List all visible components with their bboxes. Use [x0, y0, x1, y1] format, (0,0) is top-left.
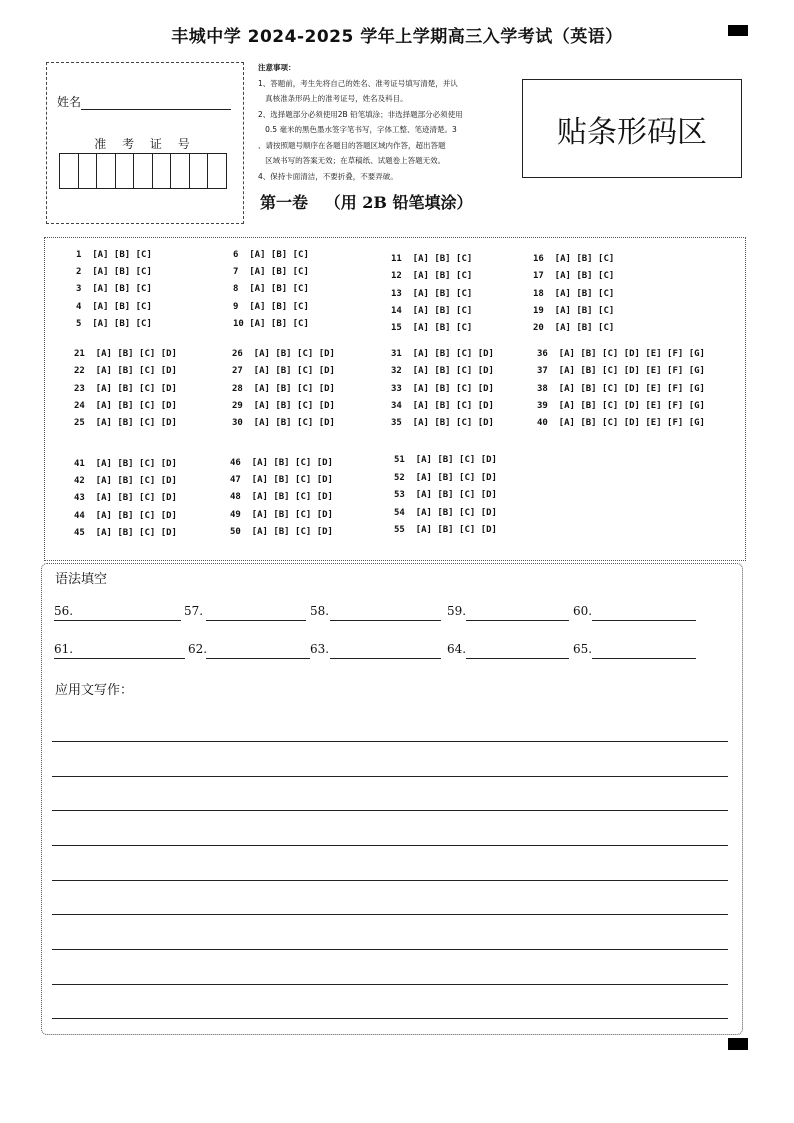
mc-row[interactable]: 4 [A] [B] [C]	[76, 302, 152, 312]
blank-number: 56.	[54, 604, 74, 618]
mc-row[interactable]: 28 [A] [B] [C] [D]	[232, 384, 335, 394]
exam-id-box[interactable]	[116, 154, 135, 188]
mc-row[interactable]: 44 [A] [B] [C] [D]	[74, 511, 177, 521]
exam-id-box[interactable]	[208, 154, 226, 188]
mc-row[interactable]: 1 [A] [B] [C]	[76, 250, 152, 260]
mc-row[interactable]: 24 [A] [B] [C] [D]	[74, 401, 177, 411]
alignment-mark-bottom	[728, 1038, 748, 1050]
mc-row[interactable]: 55 [A] [B] [C] [D]	[394, 525, 497, 535]
mc-row[interactable]: 46 [A] [B] [C] [D]	[230, 458, 333, 468]
mc-row[interactable]: 2 [A] [B] [C]	[76, 267, 152, 277]
mc-row[interactable]: 49 [A] [B] [C] [D]	[230, 510, 333, 520]
notice-line: 真核准条形码上的准考证号，姓名及科目。	[258, 94, 408, 103]
mc-row[interactable]: 50 [A] [B] [C] [D]	[230, 527, 333, 537]
notice-line: 4、保持卡面清洁，不要折叠，不要弄破。	[258, 171, 398, 181]
mc-row[interactable]: 30 [A] [B] [C] [D]	[232, 418, 335, 428]
mc-row[interactable]: 19 [A] [B] [C]	[533, 306, 615, 316]
mc-row[interactable]: 47 [A] [B] [C] [D]	[230, 475, 333, 485]
mc-row[interactable]: 29 [A] [B] [C] [D]	[232, 401, 335, 411]
mc-row[interactable]: 17 [A] [B] [C]	[533, 271, 615, 281]
blank-line[interactable]	[330, 658, 441, 659]
blank-62[interactable]	[188, 642, 207, 656]
mc-row[interactable]: 13 [A] [B] [C]	[391, 289, 473, 299]
mc-row[interactable]: 15 [A] [B] [C]	[391, 323, 473, 333]
mc-row[interactable]: 42 [A] [B] [C] [D]	[74, 476, 177, 486]
mc-row[interactable]: 6 [A] [B] [C]	[233, 250, 309, 260]
mc-row[interactable]: 36 [A] [B] [C] [D] [E] [F] [G]	[537, 349, 705, 359]
blank-number: 60.	[573, 604, 593, 618]
blank-61[interactable]	[54, 642, 73, 656]
alignment-mark-top	[728, 25, 748, 36]
writing-line[interactable]	[52, 776, 728, 777]
name-row	[57, 93, 231, 110]
mc-row[interactable]: 53 [A] [B] [C] [D]	[394, 490, 497, 500]
mc-row[interactable]: 26 [A] [B] [C] [D]	[232, 349, 335, 359]
exam-id-box[interactable]	[171, 154, 190, 188]
mc-row[interactable]: 43 [A] [B] [C] [D]	[74, 493, 177, 503]
notice-line: 、请按照题号顺序在各题目的答题区域内作答，超出答题	[258, 140, 446, 150]
multiple-choice-area	[44, 237, 746, 561]
exam-id-grid[interactable]	[59, 153, 227, 189]
mc-row[interactable]: 10 [A] [B] [C]	[233, 319, 309, 329]
mc-row[interactable]: 35 [A] [B] [C] [D]	[391, 418, 494, 428]
notice-title: 注意事项：	[258, 63, 296, 72]
mc-row[interactable]: 45 [A] [B] [C] [D]	[74, 528, 177, 538]
blank-line[interactable]	[330, 620, 441, 621]
barcode-label: 贴条形码区	[557, 114, 707, 150]
mc-row[interactable]: 27 [A] [B] [C] [D]	[232, 366, 335, 376]
blank-58[interactable]	[310, 604, 329, 618]
blank-63[interactable]	[310, 642, 329, 656]
exam-id-label: 准 考 证 号	[94, 137, 196, 151]
blank-57[interactable]	[184, 604, 203, 618]
writing-line[interactable]	[52, 914, 728, 915]
mc-row[interactable]: 51 [A] [B] [C] [D]	[394, 455, 497, 465]
blank-60[interactable]	[573, 604, 592, 618]
blank-line[interactable]	[592, 658, 696, 659]
writing-line[interactable]	[52, 845, 728, 846]
barcode-area	[522, 79, 742, 178]
writing-line[interactable]	[52, 1018, 728, 1019]
blank-number: 58.	[310, 604, 330, 618]
mc-row[interactable]: 21 [A] [B] [C] [D]	[74, 349, 177, 359]
blank-64[interactable]	[447, 642, 466, 656]
exam-id-box[interactable]	[134, 154, 153, 188]
name-field[interactable]	[81, 95, 231, 110]
blank-line[interactable]	[54, 620, 181, 621]
mc-row[interactable]: 18 [A] [B] [C]	[533, 289, 615, 299]
mc-row[interactable]: 22 [A] [B] [C] [D]	[74, 366, 177, 376]
notice-line: 区域书写的答案无效；在草稿纸、试题卷上答题无效。	[258, 156, 446, 165]
blank-line[interactable]	[54, 658, 185, 659]
blank-line[interactable]	[466, 658, 569, 659]
writing-line[interactable]	[52, 984, 728, 985]
writing-line[interactable]	[52, 880, 728, 881]
blank-number: 63.	[310, 642, 330, 656]
notice-line: 2、选择题部分必须使用2B 铅笔填涂；非选择题部分必须使用	[258, 109, 463, 119]
blank-65[interactable]	[573, 642, 592, 656]
blank-number: 62.	[188, 642, 208, 656]
mc-row[interactable]: 52 [A] [B] [C] [D]	[394, 473, 497, 483]
mc-row[interactable]: 38 [A] [B] [C] [D] [E] [F] [G]	[537, 384, 705, 394]
exam-id-box[interactable]	[79, 154, 98, 188]
name-label: 姓名	[57, 95, 82, 109]
mc-row[interactable]: 7 [A] [B] [C]	[233, 267, 309, 277]
blank-line[interactable]	[592, 620, 696, 621]
mc-row[interactable]: 9 [A] [B] [C]	[233, 302, 309, 312]
student-info-box	[46, 62, 244, 224]
notice-block	[258, 60, 498, 184]
mc-row[interactable]: 31 [A] [B] [C] [D]	[391, 349, 494, 359]
writing-line[interactable]	[52, 810, 728, 811]
blank-number: 59.	[447, 604, 467, 618]
blank-number: 57.	[184, 604, 204, 618]
mc-row[interactable]: 41 [A] [B] [C] [D]	[74, 459, 177, 469]
mc-row[interactable]: 12 [A] [B] [C]	[391, 271, 473, 281]
blank-56[interactable]	[54, 604, 73, 618]
mc-row[interactable]: 20 [A] [B] [C]	[533, 323, 615, 333]
mc-row[interactable]: 33 [A] [B] [C] [D]	[391, 384, 494, 394]
answer-area	[41, 563, 743, 1035]
mc-row[interactable]: 5 [A] [B] [C]	[76, 319, 152, 329]
section1-title: 第一卷 （用 2B 铅笔填涂）	[260, 193, 473, 212]
grammar-label: 语法填空	[55, 572, 108, 587]
mc-row[interactable]: 14 [A] [B] [C]	[391, 306, 473, 316]
blank-line[interactable]	[206, 658, 310, 659]
blank-59[interactable]	[447, 604, 466, 618]
mc-row[interactable]: 39 [A] [B] [C] [D] [E] [F] [G]	[537, 401, 705, 411]
exam-id-box[interactable]	[60, 154, 79, 188]
mc-row[interactable]: 32 [A] [B] [C] [D]	[391, 366, 494, 376]
mc-row[interactable]: 11 [A] [B] [C]	[391, 254, 473, 264]
exam-id-box[interactable]	[153, 154, 172, 188]
writing-line[interactable]	[52, 949, 728, 950]
mc-row[interactable]: 48 [A] [B] [C] [D]	[230, 492, 333, 502]
blank-number: 65.	[573, 642, 593, 656]
exam-id-box[interactable]	[97, 154, 116, 188]
mc-row[interactable]: 8 [A] [B] [C]	[233, 284, 309, 294]
blank-line[interactable]	[206, 620, 306, 621]
mc-row[interactable]: 34 [A] [B] [C] [D]	[391, 401, 494, 411]
writing-line[interactable]	[52, 741, 728, 742]
exam-id-box[interactable]	[190, 154, 209, 188]
mc-row[interactable]: 37 [A] [B] [C] [D] [E] [F] [G]	[537, 366, 705, 376]
blank-line[interactable]	[466, 620, 569, 621]
mc-row[interactable]: 3 [A] [B] [C]	[76, 284, 152, 294]
notice-line: 1、答题前，考生先将自己的姓名、准考证号填写清楚，并认	[258, 78, 458, 88]
mc-row[interactable]: 54 [A] [B] [C] [D]	[394, 508, 497, 518]
blank-number: 61.	[54, 642, 74, 656]
notice-line: 0.5 毫米的黑色墨水签字笔书写，字体工整、笔迹清楚。3	[258, 125, 457, 134]
blank-number: 64.	[447, 642, 467, 656]
mc-row[interactable]: 40 [A] [B] [C] [D] [E] [F] [G]	[537, 418, 705, 428]
mc-row[interactable]: 23 [A] [B] [C] [D]	[74, 384, 177, 394]
mc-row[interactable]: 25 [A] [B] [C] [D]	[74, 418, 177, 428]
mc-row[interactable]: 16 [A] [B] [C]	[533, 254, 615, 264]
page-title: 丰城中学 2024-2025 学年上学期高三入学考试（英语）	[171, 27, 623, 47]
writing-label: 应用文写作：	[55, 683, 134, 698]
